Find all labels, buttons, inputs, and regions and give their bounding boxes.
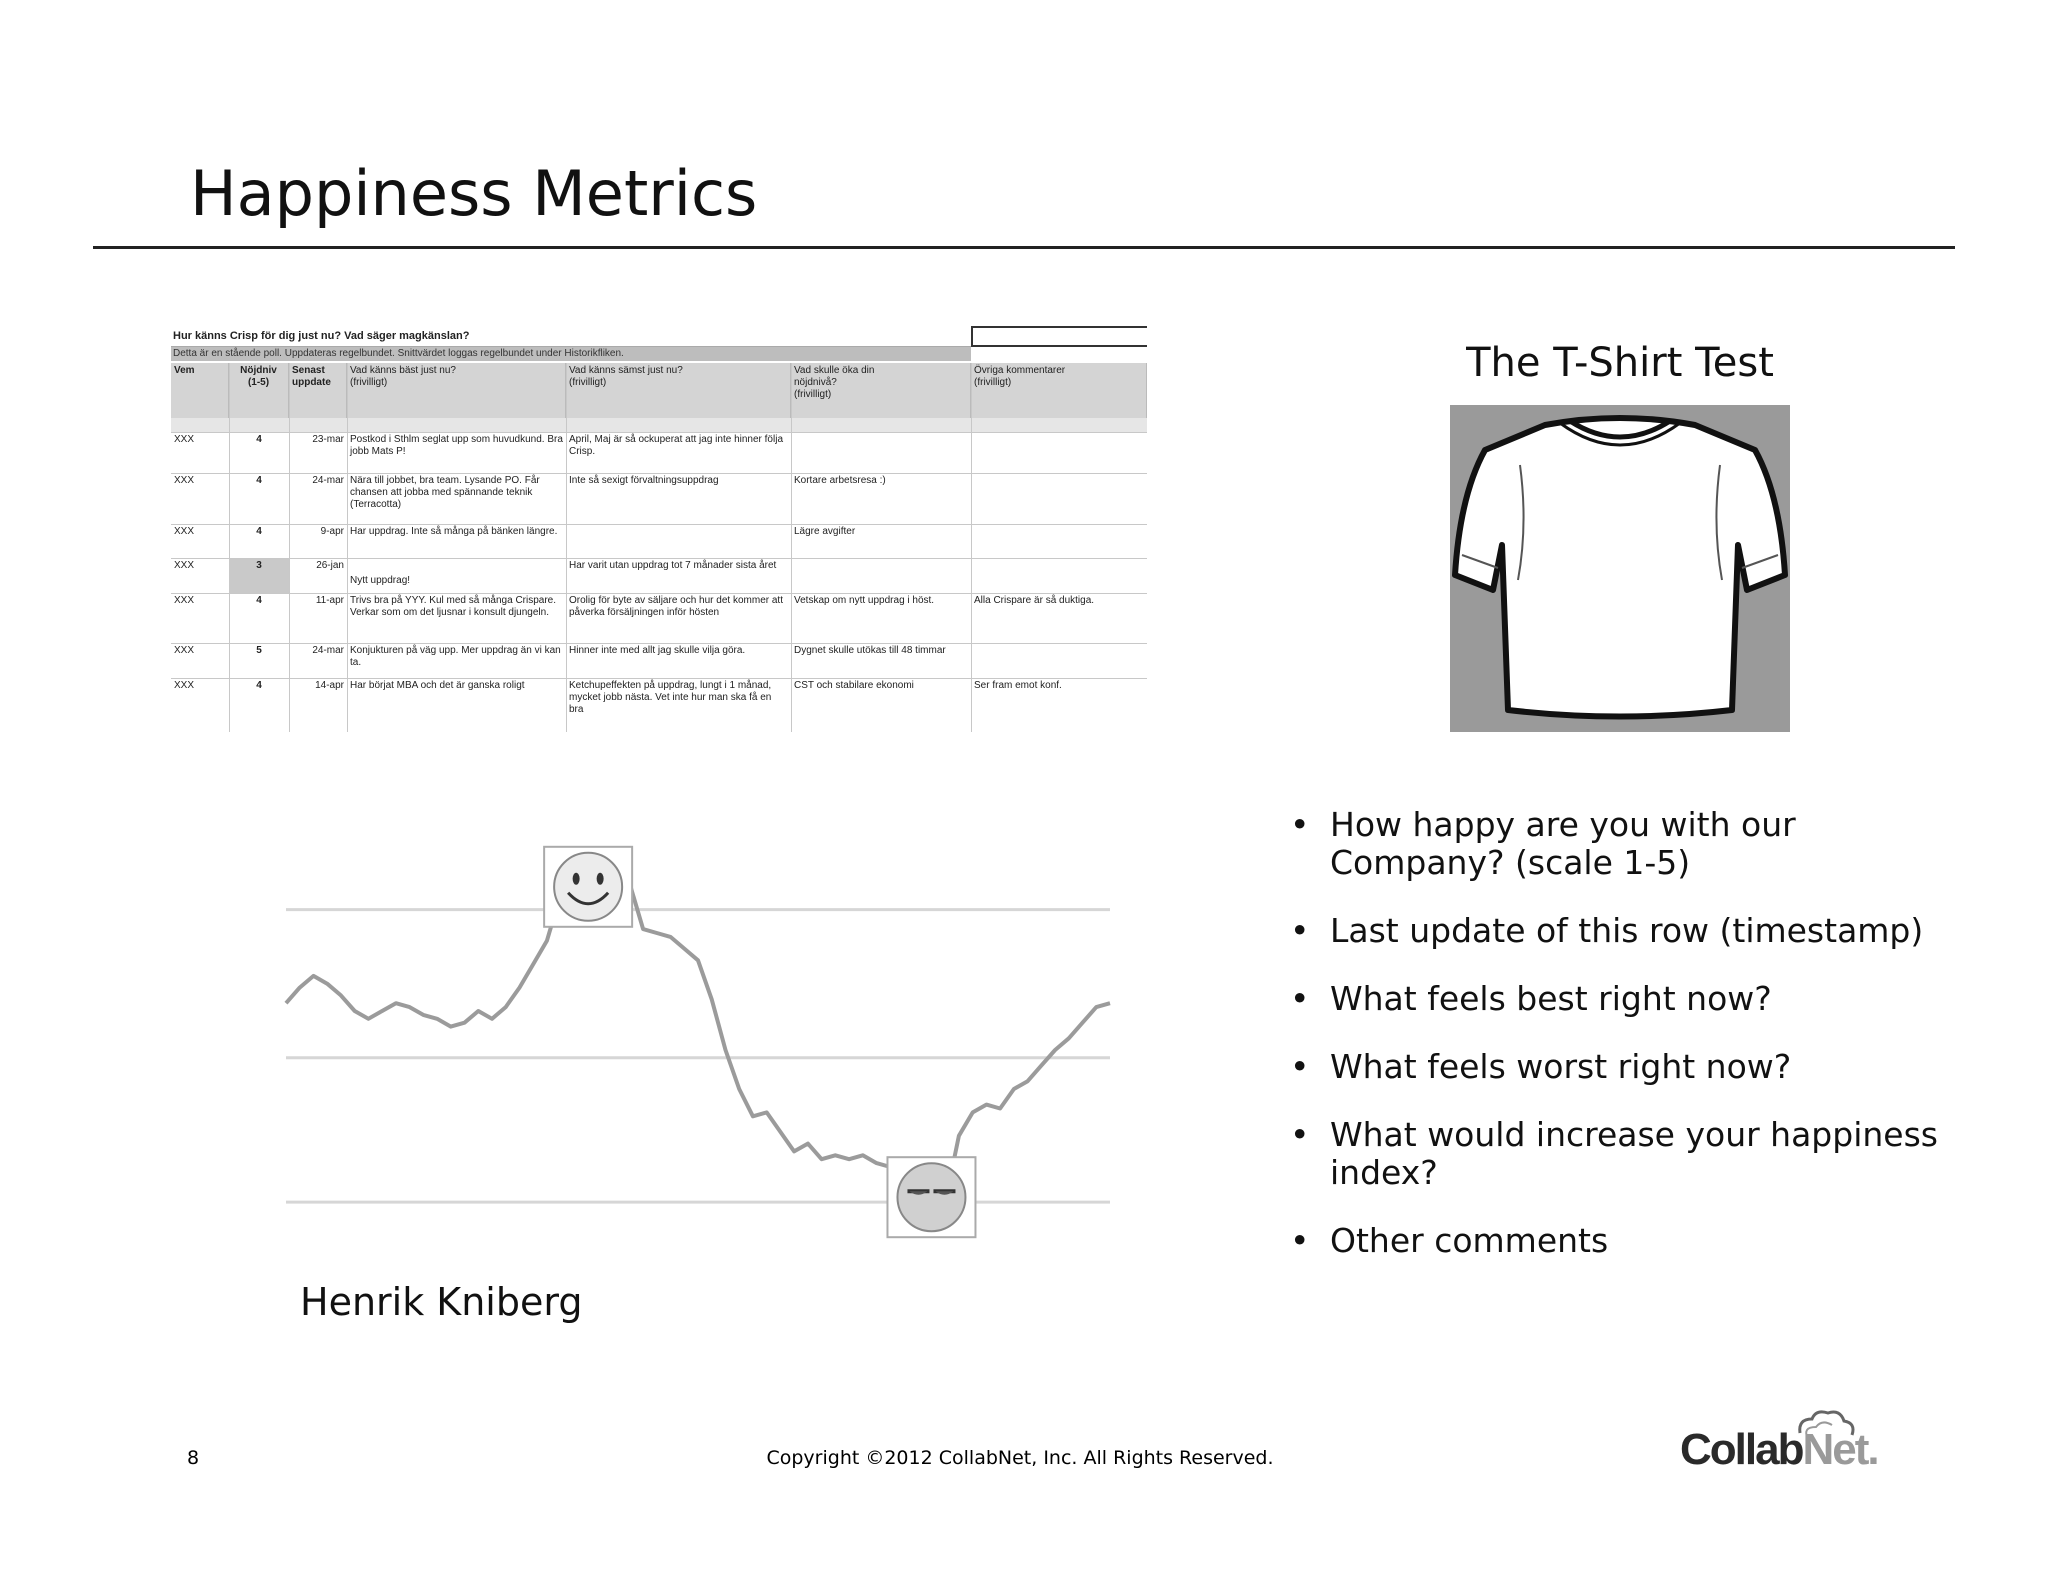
tshirt-test-heading: The T-Shirt Test [1466,340,1774,386]
column-header-best: Vad känns bäst just nu? (frivilligt) [347,363,566,418]
bullet-icon: • [1290,805,1310,844]
bullet-icon: • [1290,1115,1310,1154]
column-header-score: Nöjdniv (1-5) [229,363,289,418]
tshirt-image [1450,405,1790,732]
spreadsheet-cell-selection [971,326,1147,347]
table-row: XXX 3 26-jan Nytt uppdrag! Har varit utan uppdrag tot 7 månader sista året [171,559,1147,594]
bullet-icon: • [1290,911,1310,950]
list-item: • What feels best right now? [1290,979,1772,1018]
mood-trend-line [286,882,1110,1206]
copyright-notice: Copyright ©2012 CollabNet, Inc. All Rights Reserved. [766,1447,1274,1469]
bullet-icon: • [1290,1047,1310,1086]
happiness-spreadsheet [171,326,1147,732]
list-item: • Other comments [1290,1221,1609,1260]
spreadsheet-title: Hur känns Crisp för dig just nu? Vad säger magkänslan? [171,326,971,347]
list-item: • What would increase your happiness index? [1290,1115,1938,1192]
mood-trend-chart [280,835,1120,1265]
question-list [1290,806,1940,1290]
author-name: Henrik Kniberg [300,1280,583,1324]
list-item: • What feels worst right now? [1290,1047,1792,1086]
column-header-vem: Vem [171,363,229,418]
tshirt-icon [1450,405,1790,732]
happy-face-icon [544,847,632,927]
unhappy-face-icon [887,1157,975,1237]
bullet-icon: • [1290,979,1310,1018]
column-header-worst: Vad känns sämst just nu? (frivilligt) [566,363,791,418]
logo-wordmark: CollabNet. [1680,1425,1878,1474]
table-row: XXX 4 23-mar Postkod i Sthlm seglat upp som huvudkund. Bra jobb Mats P! April, Maj är så ockuperat att jag inte hinner följa Crisp. [171,433,1147,474]
page-number: 8 [187,1447,200,1469]
collabnet-logo [1680,1405,1880,1485]
list-item: • Last update of this row (timestamp) [1290,911,1924,950]
column-header-increase: Vad skulle öka din nöjdnivå? (frivilligt) [791,363,971,418]
table-row: XXX 4 14-apr Har börjat MBA och det är ganska roligt Ketchupeffekten på uppdrag, lungt i 1 månad, mycket jobb nästa. Vet inte hur man ska få en bra CST och stabilare ekonomi Ser fram emot konf. [174,680,1062,715]
table-row: XXX 4 24-mar Nära till jobbet, bra team. Lysande PO. Får chansen att jobba med spännande teknik (Terracotta) Inte så sexigt förvaltningsuppdrag Kortare arbetsresa :) [171,474,1147,525]
column-header-date: Senast uppdate [289,363,347,418]
table-row: XXX 5 24-mar Konjukturen på väg upp. Mer uppdrag än vi kan ta. Hinner inte med allt jag skulle vilja göra. Dygnet skulle utökas till 48 timmar [171,644,1147,679]
table-row: XXX 4 11-apr Trivs bra på YYY. Kul med så många Crispare. Verkar som om det ljusnar i konsult djungeln. Orolig för byte av säljare och hur det kommer att påverka försäljningen inför hösten Vetskap om nytt uppdrag i höst. Alla Crispare är så duktiga. [171,594,1147,644]
slide-title: Happiness Metrics [190,157,758,230]
bullet-icon: • [1290,1221,1310,1260]
list-item: • How happy are you with our Company? (scale 1-5) [1290,805,1796,882]
title-divider [93,246,1955,249]
table-row: XXX 4 9-apr Har uppdrag. Inte så många på bänken längre. Lägre avgifter [171,525,1147,559]
column-header-other: Övriga kommentarer (frivilligt) [971,363,1147,418]
spreadsheet-subtitle: Detta är en stående poll. Uppdateras regelbundet. Snittvärdet loggas regelbundet under Historikfliken. [171,347,971,361]
